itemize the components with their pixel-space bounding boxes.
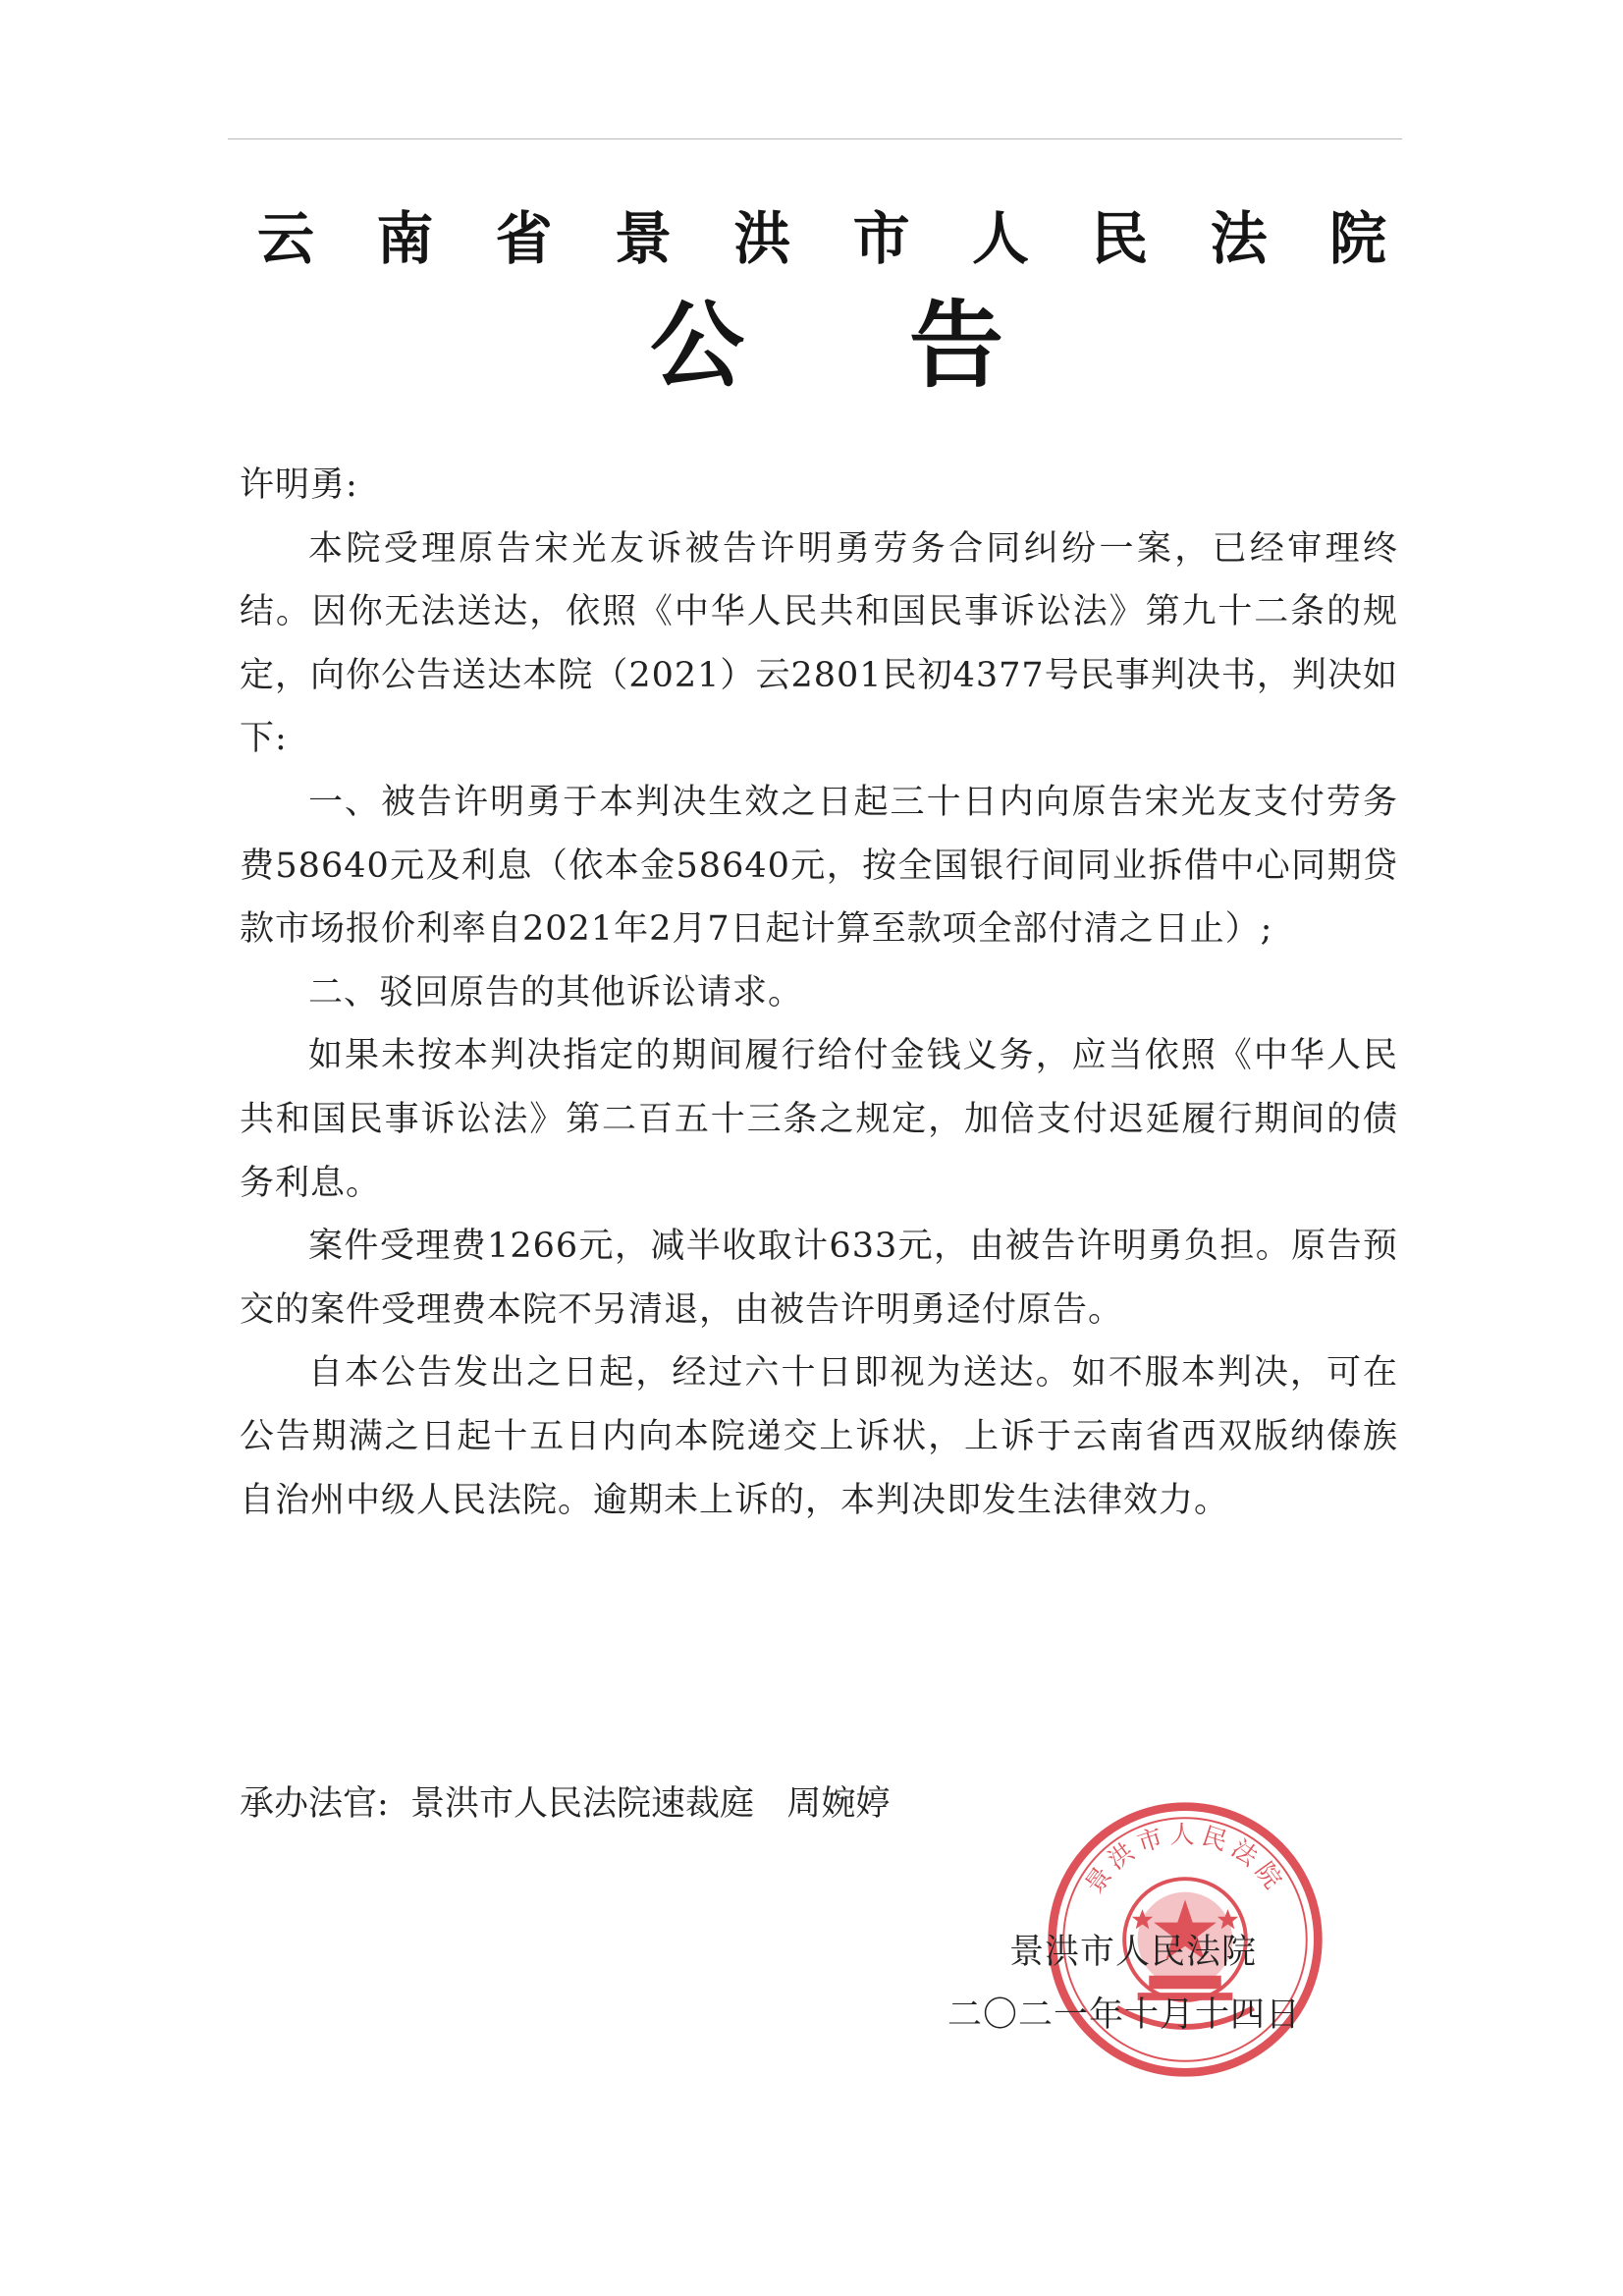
notice-title-char: 告 bbox=[909, 291, 1003, 401]
seal-text: 景洪市人民法院 bbox=[1079, 1820, 1291, 1899]
case-intro-paragraph: 本院受理原告宋光友诉被告许明勇劳务合同纠纷一案，已经审理终结。因你无法送达，依照《中华人民共和国民事诉讼法》第九十二条的规定，向你公告送达本院（2021）云2801民初4377号民事判决书，判决如下: bbox=[240, 528, 1398, 759]
court-name-char: 民 bbox=[1091, 205, 1149, 272]
notice-body bbox=[240, 454, 1398, 1532]
issuing-court: 景洪市人民法院 bbox=[1009, 1933, 1258, 1972]
judgment-item-1: 一、被告许明勇于本判决生效之日起三十日内向原告宋光友支付劳务费58640元及利息（依本金58640元，按全国银行间同业拆借中心同期贷款市场报价利率自2021年2月7日起计算至款项全部付清之日止）; bbox=[240, 782, 1398, 950]
court-name-char: 南 bbox=[376, 205, 434, 272]
salutation: 许明勇: bbox=[240, 465, 358, 505]
notice-title bbox=[650, 291, 1003, 401]
court-name-char: 人 bbox=[971, 205, 1029, 272]
top-divider bbox=[228, 138, 1402, 139]
case-fee-paragraph: 案件受理费1266元，减半收取计633元，由被告许明勇负担。原告预交的案件受理费本院不另清退，由被告许明勇迳付原告。 bbox=[240, 1227, 1398, 1330]
court-name-char: 云 bbox=[257, 205, 315, 272]
court-name-char: 法 bbox=[1210, 205, 1268, 272]
notice-title-char: 公 bbox=[650, 291, 744, 401]
court-name-char: 省 bbox=[495, 205, 553, 272]
court-name-char: 院 bbox=[1328, 205, 1386, 272]
service-appeal-paragraph: 自本公告发出之日起，经过六十日即视为送达。如不服本判决，可在公告期满之日起十五日内向本院递交上诉状，上诉于云南省西双版纳傣族自治州中级人民法院。逾期未上诉的，本判决即发生法律效力。 bbox=[240, 1353, 1398, 1520]
court-name-char: 市 bbox=[852, 205, 910, 272]
late-payment-paragraph: 如果未按本判决指定的期间履行给付金钱义务，应当依照《中华人民共和国民事诉讼法》第二百五十三条之规定，加倍支付迟延履行期间的债务利息。 bbox=[240, 1036, 1398, 1203]
issue-date: 二〇二一年十月十四日 bbox=[947, 1995, 1302, 2035]
court-name-char: 洪 bbox=[733, 205, 791, 272]
court-name-heading bbox=[257, 204, 1386, 273]
presiding-judge-line: 承办法官: 景洪市人民法院速裁庭 周婉婷 bbox=[240, 1784, 891, 1824]
court-name-char: 景 bbox=[614, 205, 672, 272]
judgment-item-2: 二、驳回原告的其他诉讼请求。 bbox=[308, 972, 804, 1012]
